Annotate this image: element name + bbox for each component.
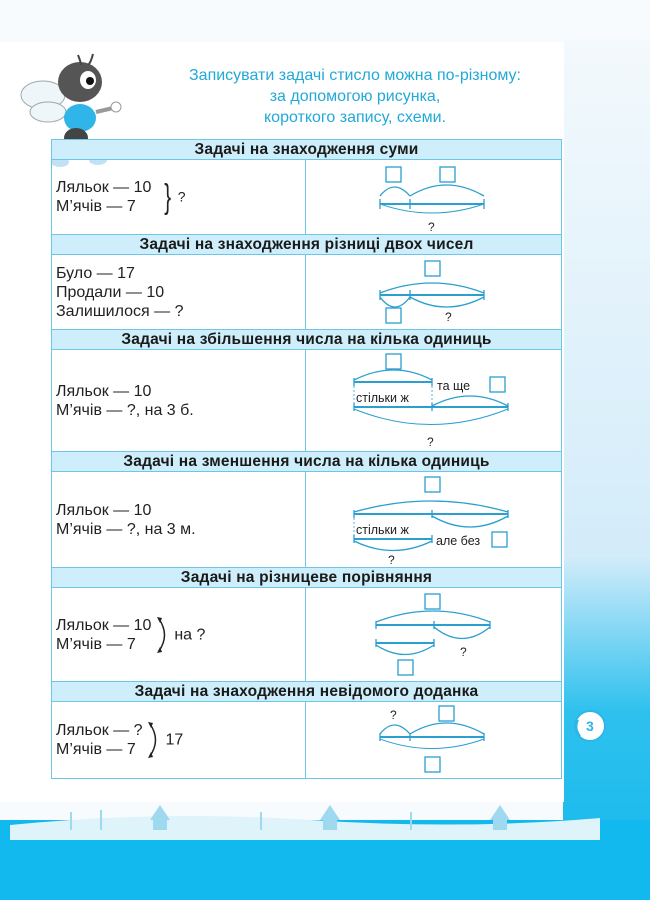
segment-diagram [306, 588, 561, 681]
segment-diagram [306, 255, 561, 329]
record-line: Було — 17 [56, 264, 135, 282]
svg-text:але без: але без [436, 534, 481, 548]
answer-box [386, 167, 401, 182]
diagram-decrease [306, 472, 562, 568]
svg-text:?: ? [390, 708, 397, 722]
diagram-sum [306, 160, 562, 235]
record-line: Ляльок — 10 [56, 382, 152, 400]
intro-line-3: короткого запису, схеми. [264, 109, 446, 126]
answer-box [490, 377, 505, 392]
answer-box [425, 477, 440, 492]
section-header-difference: Задачі на знаходження різниці двох чисел [52, 235, 562, 255]
right-decor-band [563, 40, 650, 900]
record-line: Продали — 10 [56, 283, 165, 301]
brace-question: ? [177, 188, 186, 205]
record-line: Ляльок — ? [56, 722, 143, 739]
svg-text:?: ? [460, 645, 467, 659]
village-scenery-illustration [10, 790, 600, 840]
record-line: Ляльок — 10 [56, 501, 152, 519]
total-value: 17 [165, 731, 184, 749]
section-header-increase: Задачі на збільшення числа на кілька одиниць [52, 330, 562, 350]
short-record-sum [52, 160, 306, 235]
short-record-comparison [52, 588, 306, 682]
diagram-comparison [306, 588, 562, 682]
segment-diagram [306, 702, 561, 778]
short-record-increase [52, 350, 306, 452]
page-number-badge [570, 708, 610, 748]
short-record-decrease [52, 472, 306, 568]
svg-text:стільки ж: стільки ж [356, 391, 409, 405]
record-line: Ляльок — 10 [56, 179, 152, 196]
segment-diagram [306, 472, 561, 567]
curly-brace-icon: } [164, 178, 171, 216]
diagram-unknown-addend [306, 702, 562, 779]
segment-diagram [306, 160, 561, 234]
svg-text:?: ? [388, 553, 395, 567]
record-line: М’ячів — ?, на 3 м. [56, 520, 196, 538]
intro-line-1: Записувати задачі стисло можна по-різному: [189, 67, 521, 84]
double-arrow-icon [147, 720, 161, 760]
record-line: Ляльок — 10 [56, 616, 152, 634]
record-line: М’ячів — ?, на 3 б. [56, 401, 194, 419]
intro-line-2: за допомогою рисунка, [269, 88, 441, 105]
double-arrow-icon [156, 615, 170, 655]
task-types-table [51, 139, 562, 779]
svg-text:?: ? [445, 310, 452, 324]
record-line: М’ячів — 7 [56, 198, 136, 215]
section-header-decrease: Задачі на зменшення числа на кілька одиниць [52, 452, 562, 472]
page-number: 3 [586, 718, 594, 734]
answer-box [425, 594, 440, 609]
record-line: М’ячів — 7 [56, 741, 136, 758]
answer-box [439, 706, 454, 721]
short-record-difference [52, 255, 306, 330]
section-header-sum: Задачі на знаходження суми [52, 140, 562, 160]
record-line: М’ячів — 7 [56, 635, 136, 653]
answer-box [398, 660, 413, 675]
answer-box [440, 167, 455, 182]
svg-text:?: ? [427, 435, 434, 449]
diagram-difference [306, 255, 562, 330]
answer-box [492, 532, 507, 547]
diagram-increase [306, 350, 562, 452]
difference-question: на ? [174, 626, 206, 643]
answer-box [425, 757, 440, 772]
section-header-unknown-addend: Задачі на знаходження невідомого доданка [52, 682, 562, 702]
answer-box [386, 354, 401, 369]
svg-text:?: ? [428, 220, 435, 234]
short-record-unknown-addend [52, 702, 306, 779]
answer-box [425, 261, 440, 276]
record-line: Залишилося — ? [56, 302, 184, 320]
svg-text:стільки ж: стільки ж [356, 523, 409, 537]
svg-text:та ще: та ще [437, 379, 471, 393]
intro-text [120, 65, 590, 128]
answer-box [386, 308, 401, 323]
section-header-comparison: Задачі на різницеве порівняння [52, 568, 562, 588]
segment-diagram [306, 350, 561, 451]
